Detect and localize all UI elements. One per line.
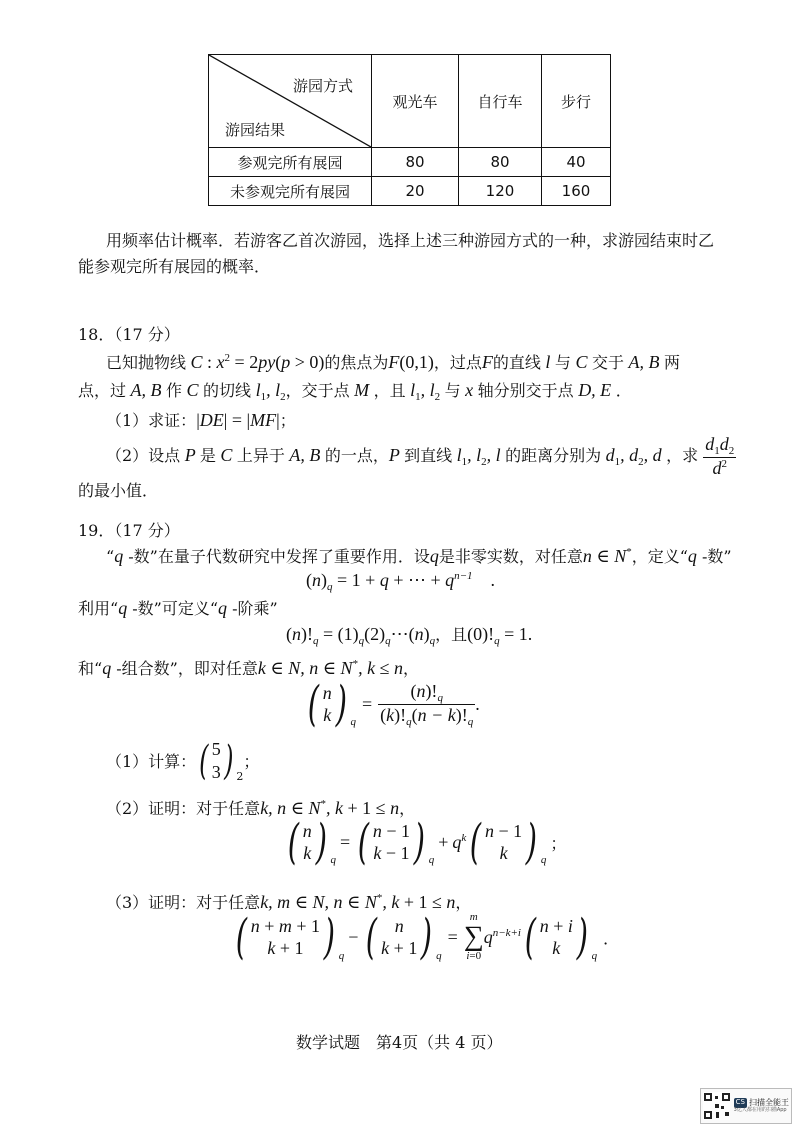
q-sum-identity: ( n + m + 1 k + 1 ) $_q$ − ( n k + 1 ) $_q$ = m ∑ i=0 $q^{n-k+i}$ ( n + i k ) $_q$ ．: [235, 909, 620, 965]
table-cell: 80: [372, 148, 459, 177]
q18-part1: （1）求证：|DE| = |MF|；: [106, 410, 296, 430]
column-header: 自行车: [459, 55, 542, 148]
table-cell: 40: [542, 148, 611, 177]
q19-intro: “q -数”在量子代数研究中发挥了重要作用．设q是非零实数，对任意n ∈ N*，定义“q -数”: [106, 546, 732, 566]
q-pascal-identity: ( n k ) $_q$ = ( n − 1 k − 1 ) $_q$ + $q^k$ ( n − 1 k ) $_q$ ；: [287, 814, 567, 870]
scanner-stamp: [700, 1088, 792, 1124]
q17-text-line1: 用频率估计概率．若游客乙首次游园，选择上述三种游园方式的一种，求游园结束时乙: [106, 231, 715, 250]
corner-top-label: 游园方式: [292, 77, 353, 95]
table-row: [209, 177, 611, 206]
q18-header: 18．（17 分）: [78, 325, 180, 344]
column-header: 观光车: [372, 55, 459, 148]
q18-line1: 已知抛物线 C : $x^2 = 2py(p > 0)$的焦点为F(0,1)，过点F的直线 l 与 C 交于 A, B 两: [106, 352, 680, 372]
page-footer: 数学试题 第4页（共 4 页）: [296, 1033, 503, 1052]
table-corner-cell: [209, 55, 372, 148]
q-number-formula: $(n)_q = 1 + q$ + ⋯ + $q^{n-1}$ .: [306, 570, 496, 593]
q18-line2: 点，过 A, B 作 C 的切线 $l_1$, $l_2$，交于点 M ，且 $l_1$, $l_2$ 与 x 轴分别交于点 D, E ．: [78, 380, 632, 403]
table-cell: 80: [459, 148, 542, 177]
q-binomial-definition: ( n k ) $_q$ = $\frac{(n)!_q}{(k)!_q(n - k)!_q}$ .: [307, 676, 480, 732]
row-label: 参观完所有展园: [209, 148, 372, 177]
q19-part2: （2）证明：对于任意k, n ∈ N*, k + 1 ≤ n，: [106, 798, 416, 818]
q19-header: 19．（17 分）: [78, 521, 180, 540]
scanner-app-name: 扫描全能王: [749, 1097, 789, 1107]
table-cell: 160: [542, 177, 611, 206]
row-label: 未参观完所有展园: [209, 177, 372, 206]
survey-table: [208, 54, 611, 206]
table-row: [209, 148, 611, 177]
scanner-logo-badge: CS: [735, 1098, 745, 1107]
q19-part1: （1）计算： ( 5 3 ) $_2$ ；: [106, 737, 260, 784]
qr-code-icon: [703, 1092, 730, 1120]
q19-def2: 利用“q -数”可定义“q -阶乘”: [78, 598, 278, 618]
table-cell: 20: [372, 177, 459, 206]
fraction-d1d2-over-d2: $\frac{d_1d_2}{d^2}$: [705, 434, 735, 478]
q18-part2: （2）设点 P 是 C 上异于 A, B 的一点，P 到直线 $l_1$, $l_2$, l 的距离分别为 $d_1$, $d_2$, d ，求 $\frac{d_1d_2}{d^2}$: [106, 434, 735, 478]
table-cell: 120: [459, 177, 542, 206]
q19-part3: （3）证明：对于任意k, m ∈ N, n ∈ N*, k + 1 ≤ n，: [106, 892, 472, 912]
q19-def3: 和“q -组合数”，即对任意k ∈ N, n ∈ N*, k ≤ n，: [78, 658, 419, 678]
corner-bottom-label: 游园结果: [225, 121, 286, 139]
scanner-slogan: 3亿人都在用的扫描App: [733, 1107, 787, 1114]
column-header: 步行: [542, 55, 611, 148]
q17-text-line2: 能参观完所有展园的概率．: [78, 257, 271, 276]
q18-part2-end: 的最小值．: [78, 481, 159, 500]
q-factorial-formula: $(n)!_q$ = $(1)_q(2)_q\cdots(n)_q$，且$(0)!_q = 1$.: [286, 624, 533, 647]
